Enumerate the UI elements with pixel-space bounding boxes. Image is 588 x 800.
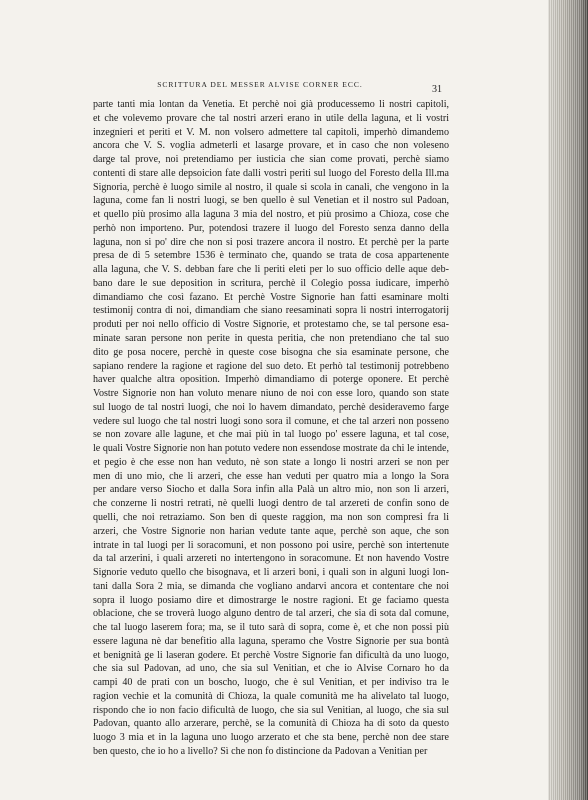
text-line: Vostre Signorie non han voluto menare niuno de noi con esse loro, quando son state — [93, 388, 449, 400]
text-line: haver qualche altra oposition. Imperhò dimandiamo di poterge oponere. Et perchè — [93, 374, 449, 386]
text-line: per andare verso Siocho et dalla Sora infin alla Palà un altro mio, non son li arzeri, — [93, 484, 449, 496]
text-line: ben questo, che io ho a livello? Sì che non fo distincione da Padovan a Venitian per — [93, 745, 428, 757]
text-line: perhò non importeno. Pur, potendosi trazere il luogo del Foresto senza danno della — [93, 222, 449, 234]
text-line: Signoria, perchè è luogo simile al nostro, il quale si scola in canali, che vengono in la — [93, 181, 449, 193]
text-line: dito ge posa nocere, perchè in queste cose bisogna che sia esaminate persone, che — [93, 346, 449, 358]
text-line: oblacione, che se troverà luogo alguno dentro de tal arzeri, che sia di sota dal comune, — [93, 608, 449, 620]
text-line: et pegio è che esse non han veduto, nè son state a longo li nostri arzeri se non per — [93, 456, 449, 468]
running-head: SCRITTURA DEL MESSER ALVISE CORNER ECC. — [157, 80, 363, 89]
book-page-edges — [548, 0, 588, 800]
text-line: laguna, come fan li nostri luogi, se ben quello è sul Venetian et il nostro sul Padoan, — [93, 195, 449, 207]
text-line: le quali Vostre Signorie non han potuto vedere non essendose mostrate da chi le intende, — [93, 443, 449, 455]
text-line: luogo 3 mia et in la laguna uno luogo arzerato et che sta bene, perchè non dee stare — [93, 732, 449, 744]
text-line: Padovan, quanto allo arzerare, perchè, se la comunità di Chioza ha di soto da questo — [93, 718, 449, 730]
text-line: minate saran persone non perite in questa peritia, che non pretendiano che tal suo — [93, 333, 449, 345]
text-line: men di uno mio, che li arzeri, che esse han veduti per quatro mia a longo la Sora — [93, 470, 449, 482]
text-line: ancora che V. S. voglia admeterli et lasarge provare, et in caso che non voleseno — [93, 140, 449, 152]
text-line: et quello più prosimo alla laguna 3 mia del nostro, et più prosimo a Chioza, cose che — [93, 209, 449, 221]
text-line: arzeri, che Vostre Signorie non harian vedute tante aque, perchè son aque, che son — [93, 525, 449, 537]
text-line: se non zovare alle lagune, et che mai più in tal luogo po' essere laguna, et tal cose, — [93, 429, 449, 441]
text-line: presa de dì 5 setembre 1536 è terminato che, quando se trata de cosa appartenente — [93, 250, 449, 262]
text-line: et che volevemo provare che tal nostri arzeri erano in utile della laguna, et li vostri — [93, 112, 449, 124]
text-line: intrate in tal luogi per li soracomuni, et non possono poi usire, perchè son intertenute — [93, 539, 449, 551]
text-line: quelli, che noi retraziamo. Son ben di queste raggion, ma non son compresi fra li — [93, 511, 449, 523]
text-line: sapiano rendere la ragione et ragione del suo deto. Et perhò tal testimonij potrebbeno — [93, 360, 449, 372]
text-line: campi 40 de prati con un boscho, luogo, che è sul Venitian, et per indiviso tra le — [93, 677, 449, 689]
text-line: laguna, non si po' dire che non si posi trazere ancora il nostro. Et perchè per la parte — [93, 236, 449, 248]
text-line: sul luogo de tal nostri luogi, che noi lo havem dimandato, perchè desideravemo farge — [93, 401, 449, 413]
text-line: testimonij contra di noi, dimandiam che siano reesaminati sopra li nostri interrogatorij — [93, 305, 449, 317]
text-line: che sia sul Padovan, ad uno, che sia sul Venitian, et che io Alvise Cornaro ho da — [93, 663, 449, 675]
text-line: parte tanti mia lontan da Venetia. Et perchè noi già producessemo li nostri capitoli, — [93, 99, 449, 110]
text-line: inzegnieri et periti et V. M. non volsero admettere tal capitoli, imperhò dimandemo — [93, 126, 449, 138]
text-line: darge tal prove, noi pretendiamo per iusticia che sian come provati, perchè siamo — [93, 154, 449, 166]
text-line: contenti di stare alle depsoicion fate dalli vostri periti sul luogo del Foresto della Ill.ma — [93, 167, 449, 179]
text-line: essere laguna nè dar benefitio alla laguna, speramo che Vostre Signorie per sua bontà — [93, 635, 449, 647]
text-line: bano dare le sue deposition in scritura, perchè il Colegio possa iudicare, imperhò — [93, 277, 449, 289]
text-line: Signorie veduto quello che bisognava, et li arzeri boni, i quali son in alguni luogi lon- — [93, 567, 449, 579]
text-line: produti per noi nello officio di Vostre Signorie, et protestamo che, se tal persone esa- — [93, 319, 449, 331]
text-line: ragion vechie et la comunità di Chioza, la quale comunità me ha alivelato tal luogo, — [93, 690, 449, 702]
text-line: che conzerne li nostri retrati, nè quelli luogi dentro de tal arzereti de confin sono de — [93, 498, 449, 510]
page-number: 31 — [432, 84, 442, 95]
text-line: rispondo che io non facio dificultà de luogo, che sia sul Venitian, al luogo, che sia sul — [93, 704, 449, 716]
text-line: et benignità ge li laseran godere. Et perchè Vostre Signorie fan dificultà da uno luogo, — [93, 649, 449, 661]
text-line: che tal luogo laserem fora; ma, se il tuto sarà di sopra, come è, et che non possi più — [93, 622, 449, 634]
text-line: alla laguna, che V. S. debban fare che li periti eleti per lo suo officio delle aque deb- — [93, 264, 449, 276]
text-line: sopra il luogo posiamo dire et dimostrarge le nostre ragioni. Et ge faciamo questa — [93, 594, 449, 606]
text-line: dimandiamo che così fazano. Et perchè Vostre Signorie han fatti esaminare molti — [93, 291, 449, 303]
text-line: vedere sul luogo che tal nostri luogi sono sora il comune, et che tal arzeri non posseno — [93, 415, 449, 427]
text-line: tani dalla Sora 2 mia, se dimanda che vogliano andarvi ancora et contentare che noi — [93, 580, 449, 592]
body-text — [93, 98, 449, 759]
text-line: da tal arzerini, i quali arzereti no intertengono in soracomune. Et non havendo Vostre — [93, 553, 449, 565]
